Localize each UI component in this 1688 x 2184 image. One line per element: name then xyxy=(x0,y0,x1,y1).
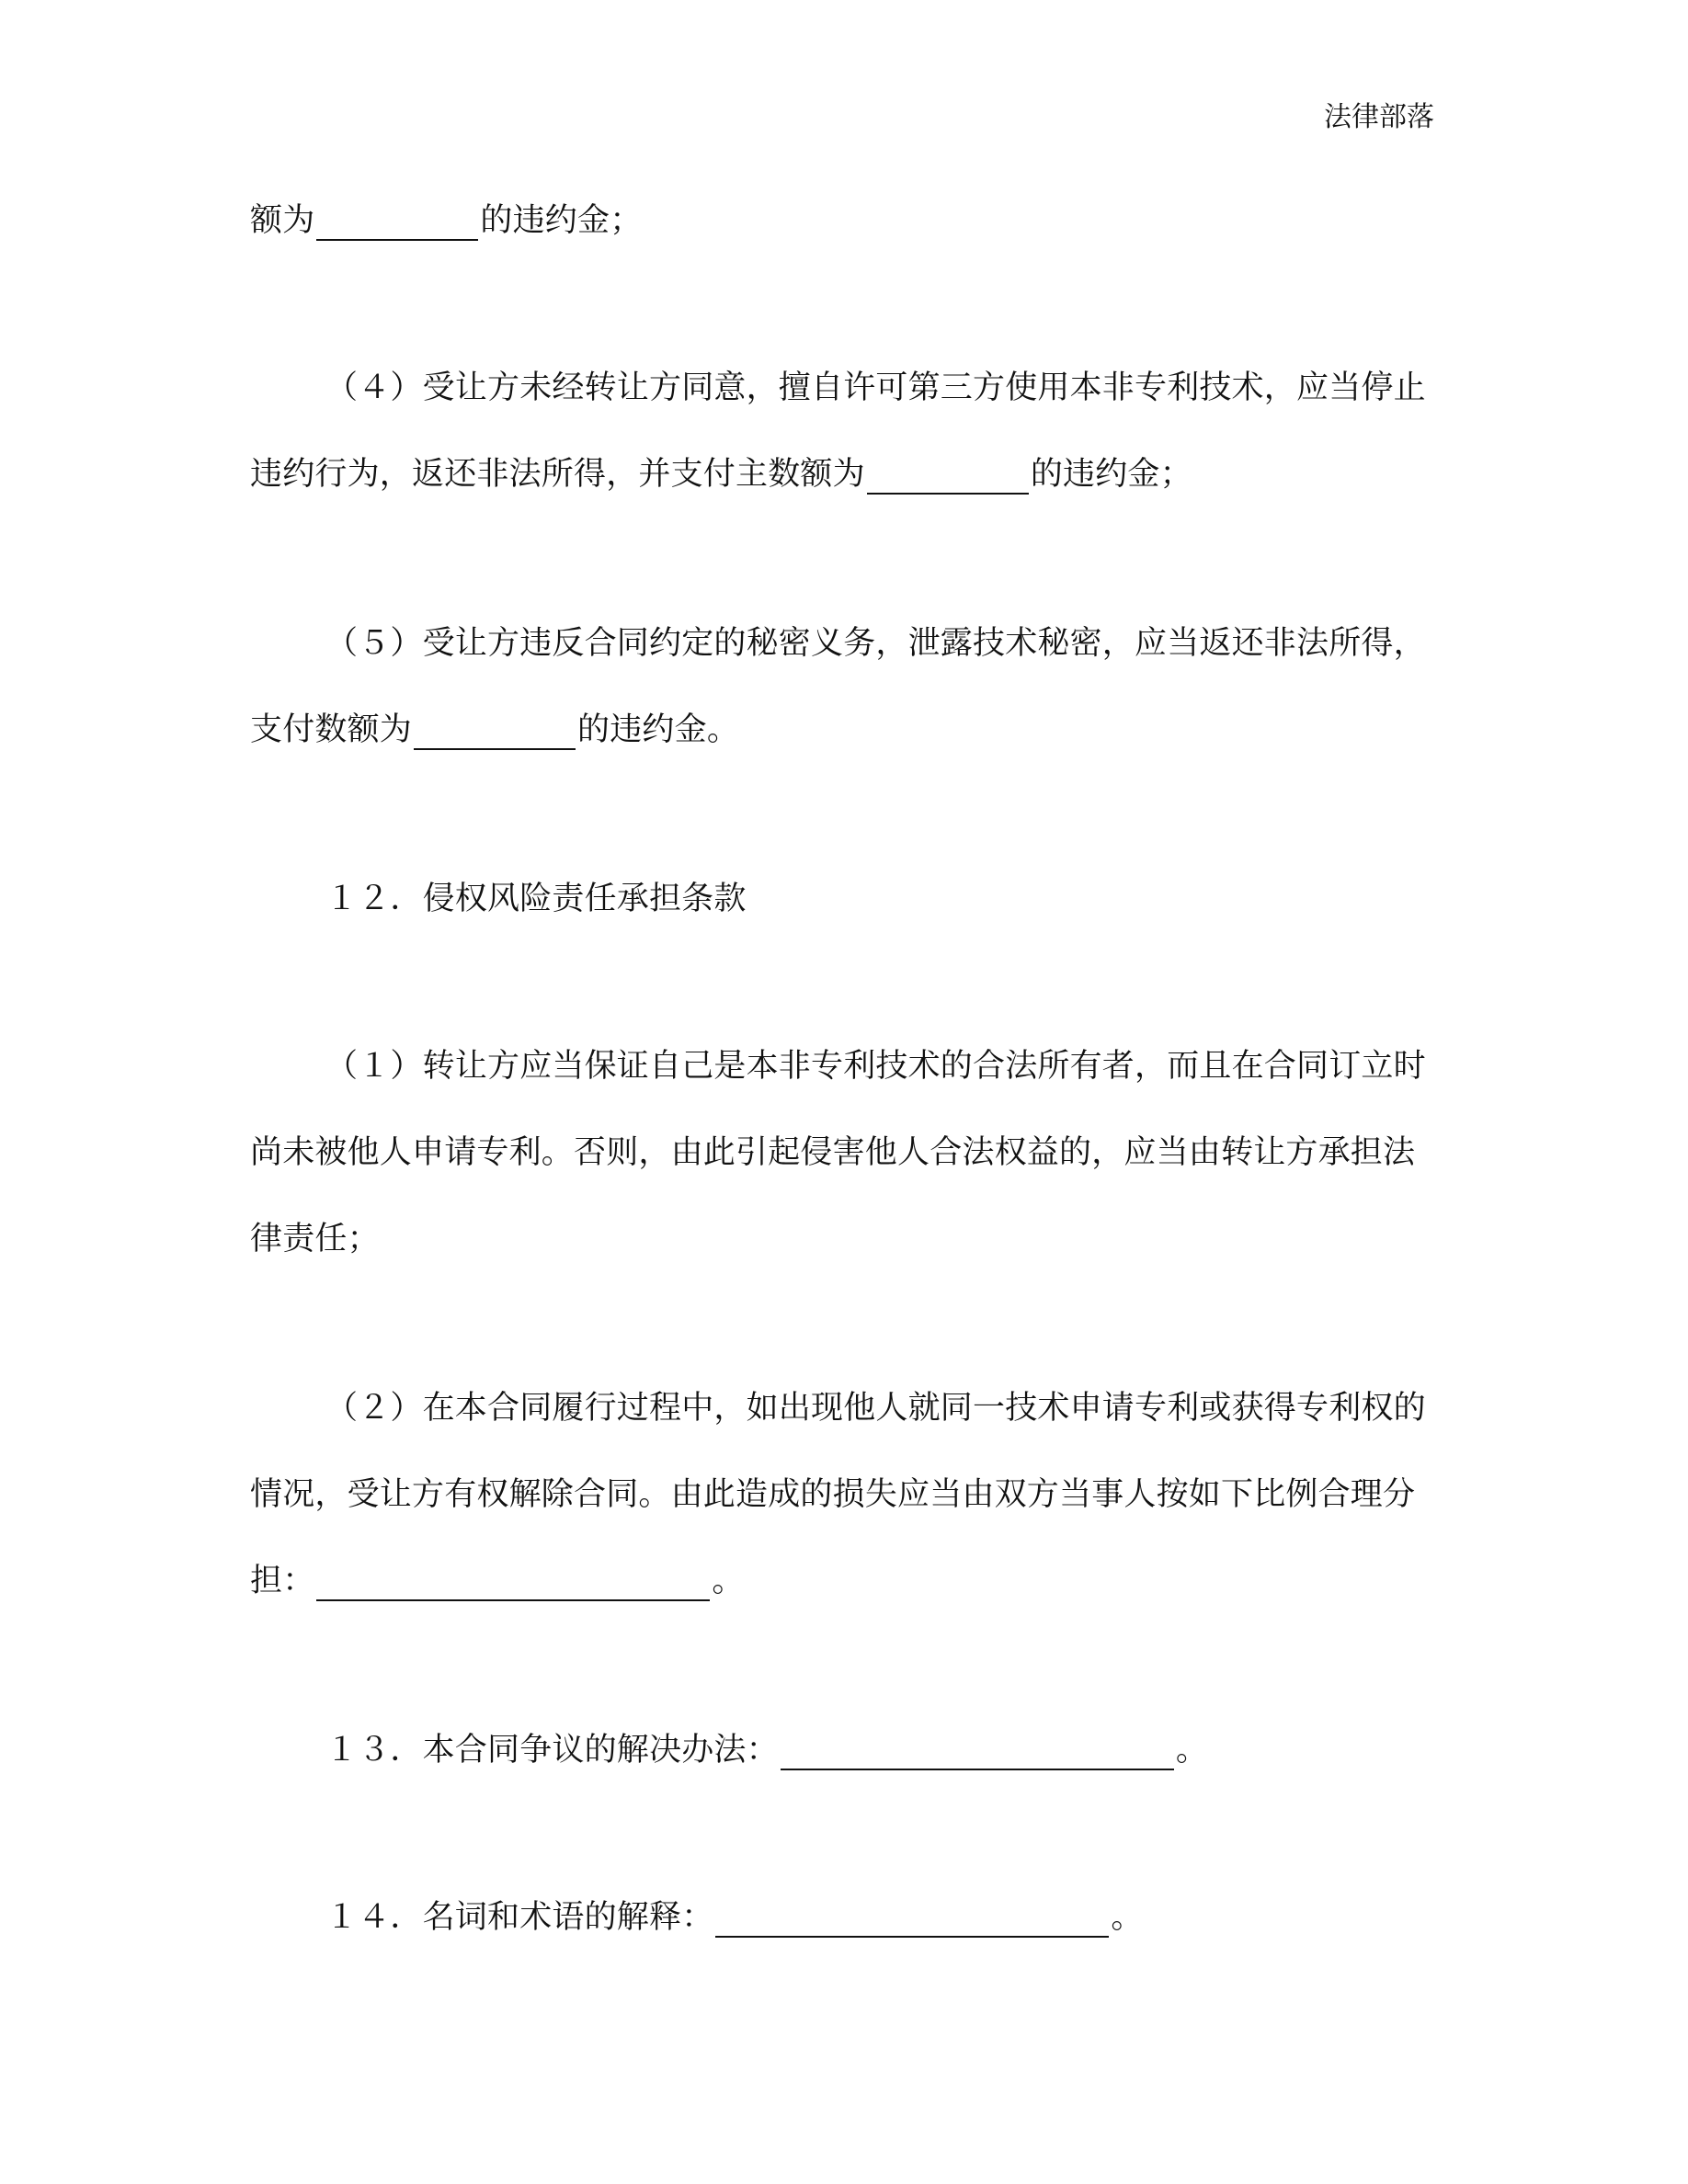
penalty-amount-blank xyxy=(414,704,576,750)
text-segment: （４）受让方未经转让方同意，擅自许可第三方使用本非专利技术，应当停止 xyxy=(325,370,1426,406)
text-segment: １４．名词和术语的解释： xyxy=(325,1899,714,1936)
paragraph-line xyxy=(250,1555,745,1607)
paragraph-line xyxy=(325,1382,1426,1434)
terms-explanation-blank xyxy=(715,1892,1109,1938)
loss-sharing-ratio-blank xyxy=(316,1555,710,1601)
text-segment: 额为 xyxy=(250,202,315,239)
text-segment: 的违约金。 xyxy=(577,711,740,748)
section-heading: １２．侵权风险责任承担条款 xyxy=(325,881,747,917)
text-segment: 违约行为，返还非法所得，并支付主数额为 xyxy=(250,456,865,493)
text-segment: 支付数额为 xyxy=(250,711,413,748)
penalty-amount-blank xyxy=(316,195,478,241)
text-segment: 。 xyxy=(712,1563,745,1599)
text-segment: １３．本合同争议的解决办法： xyxy=(325,1732,779,1769)
text-segment: （５）受让方违反合同约定的秘密义务，泄露技术秘密，应当返还非法所得， xyxy=(325,625,1426,662)
text-segment: 尚未被他人申请专利。否则，由此引起侵害他人合法权益的，应当由转让方承担法 xyxy=(250,1134,1416,1171)
penalty-amount-blank xyxy=(867,449,1029,495)
text-segment: 担： xyxy=(250,1563,315,1599)
paragraph-line xyxy=(325,1724,1208,1776)
paragraph-line xyxy=(250,195,642,246)
paragraph-line xyxy=(250,1127,1415,1178)
paragraph-line xyxy=(250,1213,380,1265)
text-segment: 的违约金； xyxy=(1030,456,1192,493)
paragraph-line xyxy=(325,1892,1144,1943)
paragraph-line xyxy=(325,1041,1426,1092)
text-segment: 的违约金； xyxy=(480,202,643,239)
page-header-label: 法律部落 xyxy=(1324,101,1434,133)
text-segment: 。 xyxy=(1175,1732,1209,1769)
text-segment: （１）转让方应当保证自己是本非专利技术的合法所有者，而且在合同订立时 xyxy=(325,1048,1426,1085)
paragraph-line xyxy=(250,1469,1415,1520)
text-segment: 。 xyxy=(1111,1899,1144,1936)
paragraph-line xyxy=(250,449,1192,500)
paragraph-line xyxy=(325,362,1426,414)
text-segment: 律责任； xyxy=(250,1221,380,1257)
text-segment: （２）在本合同履行过程中，如出现他人就同一技术申请专利或获得专利权的 xyxy=(325,1390,1426,1427)
text-segment: 情况，受让方有权解除合同。由此造成的损失应当由双方当事人按如下比例合理分 xyxy=(250,1476,1416,1513)
paragraph-line xyxy=(250,704,739,756)
paragraph-line xyxy=(325,618,1426,669)
dispute-resolution-blank xyxy=(781,1724,1174,1770)
